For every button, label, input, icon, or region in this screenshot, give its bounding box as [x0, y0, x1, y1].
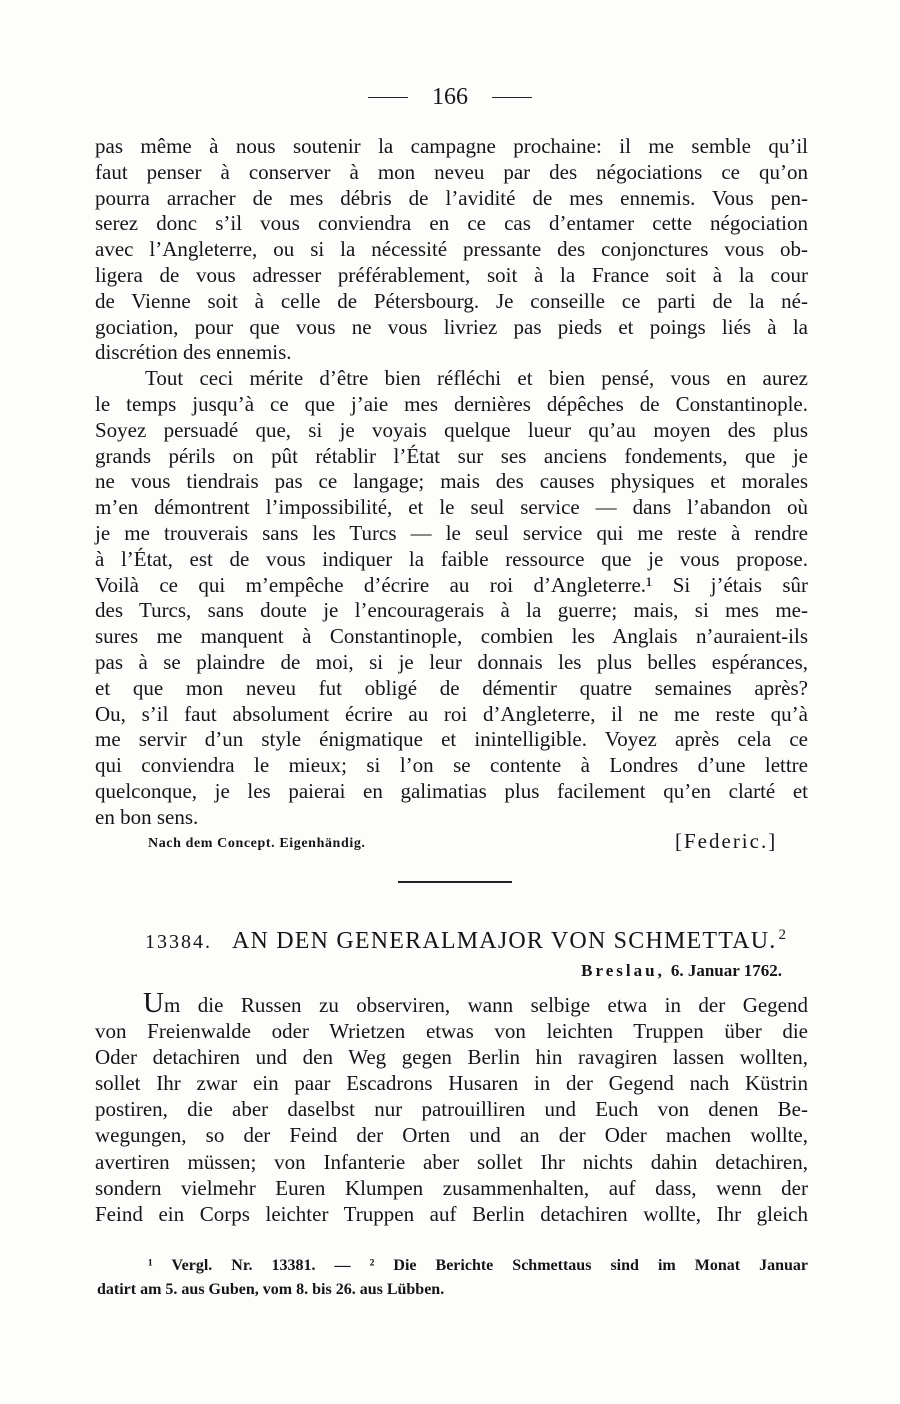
text-line: Voilà ce qui m’empêche d’écrire au roi d’Angleterre.¹ Si j’étais sûr — [95, 572, 808, 597]
document-heading — [145, 928, 786, 955]
text-line: pas à se plaindre de moi, si je leur donnais les plus belles espérances, — [95, 649, 808, 674]
dash-ornament — [492, 97, 532, 99]
text-line: Ou, s’il faut absolument écrire au roi d’Angleterre, il ne me reste qu’à — [95, 701, 808, 726]
text-line: postiren, die aber daselbst nur patrouilliren und Euch von denen Be- — [95, 1097, 808, 1122]
text-line: Oder detachiren und den Weg gegen Berlin hin ravagiren lassen wollten, — [95, 1045, 808, 1070]
text-line: des Turcs, sans doute je l’encouragerais à la guerre; mais, si mes me- — [95, 598, 808, 623]
document-number: 13384. — [145, 931, 212, 953]
dateline-place: Breslau, — [581, 961, 665, 980]
text-line: pourra arracher de mes débris de l’avidité de mes ennemis. Vous pen- — [95, 185, 808, 210]
text-line: gociation, pour que vous ne vous livriez pas pieds et poings liés à la — [95, 314, 808, 339]
text-line: Soyez persuadé que, si je voyais quelque lueur qu’au moyen des plus — [95, 417, 808, 442]
text-line: ne vous tiendrais pas ce langage; mais des causes physiques et morales — [95, 469, 808, 494]
section-divider — [398, 881, 512, 883]
text-line: von Freienwalde oder Wrietzen etwas von leichten Truppen über die — [95, 1019, 808, 1044]
text-line: m’en démontrent l’impossibilité, et le seul service — dans l’abandon où — [95, 495, 808, 520]
german-letter-text — [95, 987, 808, 1227]
paragraph — [95, 134, 808, 366]
text-line: Feind ein Corps leichter Truppen auf Berlin detachiren wollte, Ihr gleich — [95, 1201, 808, 1226]
text-line: sollet Ihr zwar ein paar Escadrons Husaren in der Gegend nach Küstrin — [95, 1071, 808, 1096]
footnotes — [97, 1254, 808, 1302]
french-letter-text — [95, 134, 808, 831]
text-line: ligera de vous adresser préférablement, soit à la France soit à la cour — [95, 262, 808, 287]
text-line: qui conviendra le mieux; si l’on se contente à Londres d’une lettre — [95, 753, 808, 778]
dash-ornament — [368, 97, 408, 99]
text-line: serez donc s’il vous conviendra en ce cas d’entamer cette négociation — [95, 211, 808, 236]
page-number: 166 — [432, 84, 468, 110]
text-line: à l’État, est de vous indiquer la faible ressource que je vous propose. — [95, 546, 808, 571]
dateline-date: 6. Januar 1762. — [670, 961, 782, 980]
text-line: en bon sens. — [95, 804, 199, 829]
footnote-mark: 2 — [778, 927, 786, 943]
text-line: datirt am 5. aus Guben, vom 8. bis 26. aus Lübben. — [97, 1281, 445, 1298]
text-line: et que mon neveu fut obligé de démentir quatre semaines après? — [95, 675, 808, 700]
text-line: Tout ceci mérite d’être bien réfléchi et bien pensé, vous en aurez — [145, 366, 808, 391]
text-line: grands périls on pût rétablir l’État sur ses anciens fondements, que je — [95, 443, 808, 468]
signature: [Federic.] — [675, 829, 778, 853]
text-line: me servir d’un style énigmatique et inintelligible. Voyez après cela ce — [95, 727, 808, 752]
text-line: sondern vielmehr Euren Klumpen zusammenhalten, auf dass, wenn der — [95, 1175, 808, 1200]
dateline — [581, 961, 782, 981]
text-line: avec l’Angleterre, ou si la nécessité pressante des conjonctures vous ob- — [95, 237, 808, 262]
text-line: Um die Russen zu observiren, wann selbige etwa in der Gegend — [143, 987, 808, 1019]
source-note: Nach dem Concept. Eigenhändig. — [148, 836, 366, 851]
text-line: discrétion des ennemis. — [95, 340, 292, 365]
text-line: wegungen, so der Feind der Orten und an der Oder machen wollte, — [95, 1123, 808, 1148]
text-line: le temps jusqu’à ce que j’aie mes dernières dépêches de Constantinople. — [95, 391, 808, 416]
page-header — [0, 84, 900, 111]
text-line: pas même à nous soutenir la campagne prochaine: il me semble qu’il — [95, 134, 808, 158]
text-line: quelconque, je les paierai en galimatias plus facilement qu’en clarté et — [95, 778, 808, 803]
text-line: de Vienne soit à celle de Pétersbourg. Je conseille ce parti de la né- — [95, 288, 808, 313]
text-line: sures me manquent à Constantinople, combien les Anglais n’auraient-ils — [95, 624, 808, 649]
text-line: ¹ Vergl. Nr. 13381. — ² Die Berichte Schmettaus sind im Monat Januar — [148, 1257, 808, 1274]
text-line: avertiren müssen; von Infanterie aber sollet Ihr nichts dahin detachiren, — [95, 1149, 808, 1174]
text-line: je me trouverais sans les Turcs — le seul service qui me reste à rendre — [95, 520, 808, 545]
document-title: AN DEN GENERALMAJOR VON SCHMETTAU. — [232, 928, 777, 954]
text-line: faut penser à conserver à mon neveu par des négociations ce qu’on — [95, 159, 808, 184]
paragraph — [95, 366, 808, 830]
